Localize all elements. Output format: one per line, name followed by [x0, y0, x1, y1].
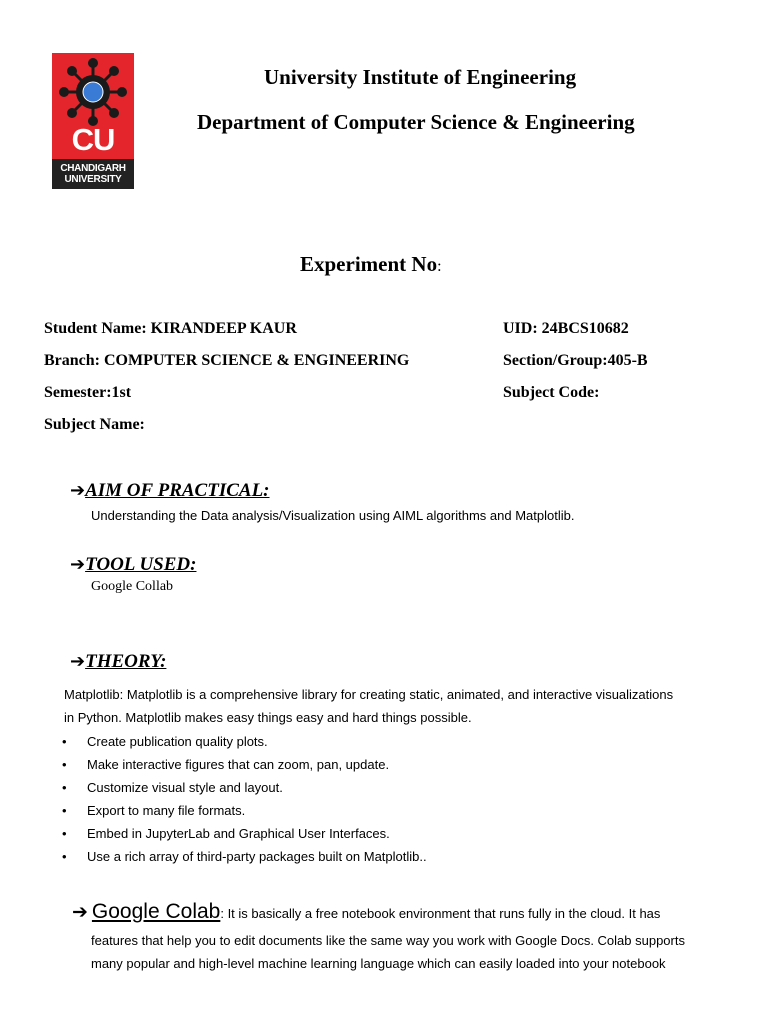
theory-bullet-list: [62, 732, 427, 870]
bullet-text: Embed in JupyterLab and Graphical User Interfaces.: [87, 826, 390, 841]
emblem-icon: [58, 57, 128, 127]
bullet-icon: •: [62, 826, 67, 841]
list-item: [62, 801, 427, 824]
student-branch: Branch: COMPUTER SCIENCE & ENGINEERING: [44, 352, 410, 369]
aim-title: AIM OF PRACTICAL:: [85, 480, 270, 501]
bullet-text: Create publication quality plots.: [87, 734, 268, 749]
student-semester: Semester:1st: [44, 384, 132, 401]
bullet-text: Make interactive figures that can zoom, pan, update.: [87, 757, 390, 772]
student-uid: UID: 24BCS10682: [503, 320, 629, 337]
bullet-icon: •: [62, 757, 67, 772]
arrow-right-icon: ➔: [72, 901, 88, 923]
bullet-icon: •: [62, 803, 67, 818]
student-name: Student Name: KIRANDEEP KAUR: [44, 320, 297, 337]
tool-title: TOOL USED:: [85, 554, 197, 575]
aim-text: Understanding the Data analysis/Visualization using AIML algorithms and Matplotlib.: [91, 508, 575, 523]
list-item: [62, 755, 427, 778]
bullet-icon: •: [62, 780, 67, 795]
colab-line3: many popular and high-level machine learning language which can easily loaded into your notebook: [91, 956, 666, 971]
aim-heading: [70, 480, 270, 502]
arrow-right-icon: ➔: [70, 651, 86, 672]
bullet-text: Use a rich array of third-party packages built on Matplotlib..: [87, 849, 427, 864]
student-section: Section/Group:405-B: [503, 352, 648, 369]
experiment-colon: :: [437, 258, 442, 275]
bullet-text: Export to many file formats.: [87, 803, 246, 818]
tool-text: Google Collab: [91, 579, 174, 594]
institute-title: University Institute of Engineering: [264, 65, 577, 89]
list-item: [62, 824, 427, 847]
logo-line1: CHANDIGARH: [60, 163, 126, 174]
theory-title: THEORY:: [85, 651, 167, 672]
arrow-right-icon: ➔: [70, 554, 86, 575]
logo-band: [52, 159, 134, 189]
theory-paragraph-line2: in Python. Matplotlib makes easy things easy and hard things possible.: [64, 710, 472, 725]
colab-line2: features that help you to edit documents like the same way you work with Google Docs. Colab supports: [91, 933, 685, 948]
logo-initials: CU: [71, 122, 115, 157]
subject-code: Subject Code:: [503, 384, 600, 401]
colab-line1: : It is basically a free notebook environment that runs fully in the cloud. It has: [220, 906, 661, 921]
experiment-label: Experiment No: [300, 252, 438, 276]
list-item: [62, 778, 427, 801]
bullet-text: Customize visual style and layout.: [87, 780, 283, 795]
tool-heading: [70, 554, 196, 576]
university-logo: [52, 53, 134, 189]
experiment-heading: [300, 252, 442, 277]
colab-title: Google Colab: [91, 900, 221, 923]
subject-name: Subject Name:: [44, 416, 145, 433]
theory-paragraph-line1: Matplotlib: Matplotlib is a comprehensive library for creating static, animated, and interactive visualizations: [64, 687, 674, 702]
arrow-right-icon: ➔: [70, 480, 86, 501]
bullet-icon: •: [62, 849, 67, 864]
colab-heading: [72, 900, 660, 924]
list-item: [62, 847, 427, 870]
department-title: Department of Computer Science & Engineering: [197, 110, 635, 134]
logo-line2: UNIVERSITY: [64, 174, 122, 185]
bullet-icon: •: [62, 734, 67, 749]
theory-heading: [70, 651, 166, 673]
list-item: [62, 732, 427, 755]
